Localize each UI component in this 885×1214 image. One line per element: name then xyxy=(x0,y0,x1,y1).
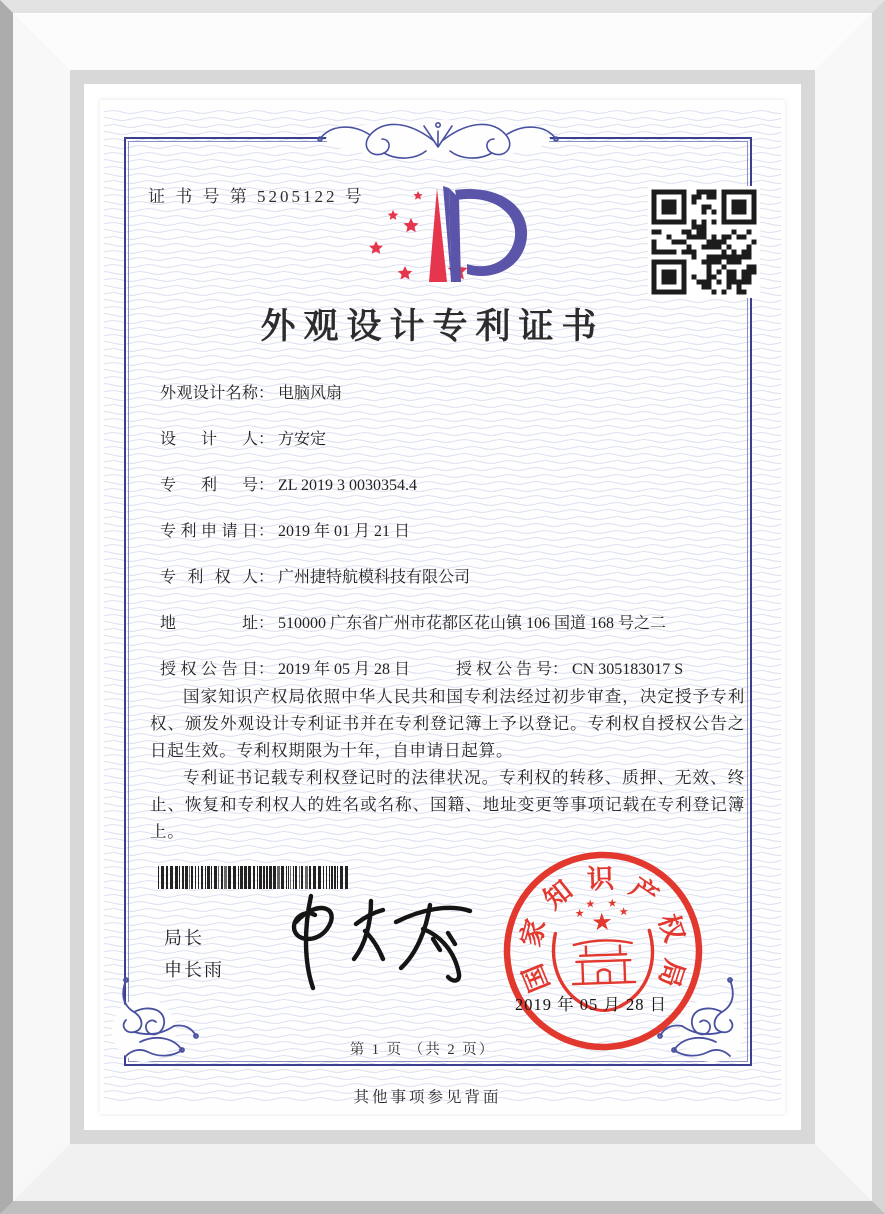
field-design-name: 外观设计名称 ： 电脑风扇 xyxy=(160,381,751,407)
svg-text:★: ★ xyxy=(607,896,618,910)
svg-text:国: 国 xyxy=(517,959,556,997)
body-paragraph-2: 专利证书记载专利权登记时的法律状况。专利权的转移、质押、无效、终止、恢复和专利权人的姓名或名称、国籍、地址变更等事项记载在专利登记簿上。 xyxy=(150,768,745,841)
page-number: 第 1 页 （共 2 页） xyxy=(349,1042,496,1058)
field-value: 电脑风扇 xyxy=(278,385,343,402)
body-paragraph-1: 国家知识产权局依照中华人民共和国专利法经过初步审查，决定授予专利权、颁发外观设计专利证书并在专利登记簿上予以登记。专利权自授权公告之日起生效。专利权期限为十年，自申请日起算。 xyxy=(150,687,745,760)
certificate-paper xyxy=(100,100,785,1114)
field-value: 2019 年 01 月 21 日 xyxy=(278,523,411,540)
field-patentee: 专利权人 ： 广州捷特航模科技有限公司 xyxy=(160,565,751,591)
signer-name: 申长雨 xyxy=(164,960,224,980)
seal-date: 2019 年 05 月 28 日 xyxy=(514,995,668,1014)
field-label: 外观设计名称 xyxy=(160,385,258,402)
cnipa-logo-icon xyxy=(363,178,543,296)
official-seal-icon xyxy=(494,842,711,1059)
svg-text:★: ★ xyxy=(585,897,596,911)
border-ornament-top-icon xyxy=(288,111,588,165)
field-patent-number: 专利号 ： ZL 2019 3 0030354.4 xyxy=(160,473,751,499)
svg-text:★: ★ xyxy=(618,905,629,919)
certificate-body xyxy=(150,683,745,845)
field-value: 2019 年 05 月 28 日 xyxy=(278,661,411,678)
qr-code-icon xyxy=(648,186,760,298)
svg-text:家: 家 xyxy=(515,915,552,950)
svg-text:知: 知 xyxy=(538,874,578,915)
svg-text:★: ★ xyxy=(574,906,585,920)
field-value: CN 305183017 S xyxy=(572,661,684,678)
field-label: 专利申请日 xyxy=(160,523,258,540)
field-label: 设计人 xyxy=(160,431,258,448)
svg-text:权: 权 xyxy=(652,910,690,946)
certificate-number: 证 书 号 第 5205122 号 xyxy=(148,187,365,206)
field-grant-announcement: 授权公告日 ： 2019 年 05 月 28 日 授权公告号 ： CN 305183017 S xyxy=(160,657,751,683)
signer-block xyxy=(164,922,224,986)
field-address: 地址 ： 510000 广东省广州市花都区花山镇 106 国道 168 号之二 xyxy=(160,611,751,637)
field-value: 方安定 xyxy=(278,431,327,448)
field-label: 专利号 xyxy=(160,477,258,494)
svg-text:局: 局 xyxy=(653,955,690,991)
field-value: 510000 广东省广州市花都区花山镇 106 国道 168 号之二 xyxy=(278,615,667,632)
field-value: 广州捷特航模科技有限公司 xyxy=(278,569,471,586)
field-designer: 设计人 ： 方安定 xyxy=(160,427,751,453)
field-label: 授权公告日 xyxy=(160,661,258,678)
signer-title: 局长 xyxy=(164,928,204,948)
field-value: ZL 2019 3 0030354.4 xyxy=(278,477,417,494)
field-grant-number: 授权公告号 ： CN 305183017 S xyxy=(456,657,683,683)
field-label: 专利权人 xyxy=(160,569,258,586)
back-note: 其他事项参见背面 xyxy=(353,1089,502,1106)
field-label: 地址 xyxy=(160,615,258,632)
svg-text:产: 产 xyxy=(624,871,664,912)
field-filing-date: 专利申请日 ： 2019 年 01 月 21 日 xyxy=(160,519,751,545)
svg-text:★: ★ xyxy=(590,907,614,937)
certificate-fields xyxy=(160,381,751,703)
handwritten-signature-icon xyxy=(252,886,482,1001)
svg-text:识: 识 xyxy=(586,863,615,895)
field-label: 授权公告号 xyxy=(456,661,553,678)
certificate-title: 外观设计专利证书 xyxy=(260,307,605,346)
